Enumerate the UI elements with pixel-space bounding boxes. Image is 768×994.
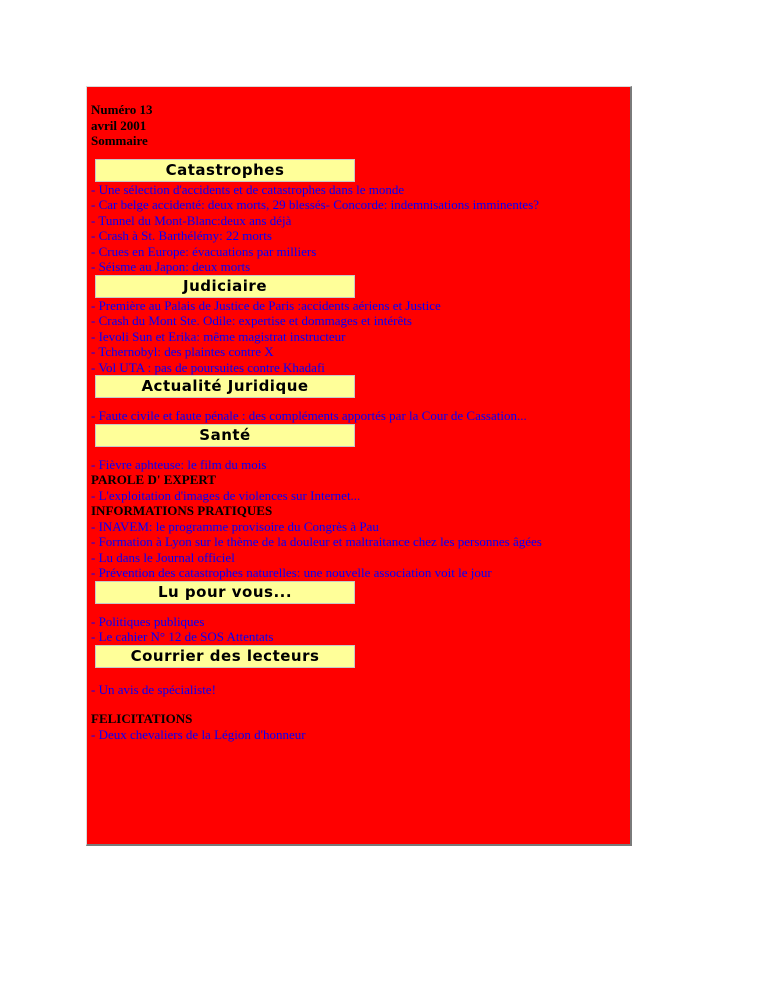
banner-sante: Santé <box>95 424 355 447</box>
link-car-belge[interactable]: - Car belge accidenté: deux morts, 29 blessés- Concorde: indemnisations imminentes? <box>91 197 540 212</box>
link-crues-europe[interactable]: - Crues en Europe: évacuations par milliers <box>91 243 317 259</box>
banner-actualite-juridique: Actualité Juridique <box>95 375 355 398</box>
link-avis-specialiste[interactable]: - Un avis de spécialiste! <box>91 681 216 697</box>
link-formation-lyon[interactable]: - Formation à Lyon sur le thème de la douleur et maltraitance chez les personnes âgées <box>91 534 542 549</box>
link-fievre-aphteuse[interactable]: - Fièvre aphteuse: le film du mois <box>91 456 267 472</box>
link-palais-justice[interactable]: - Première au Palais de Justice de Paris :accidents aériens et Justice <box>91 297 441 313</box>
issue-number: Numéro 13 <box>91 102 153 117</box>
banner-catastrophes: Catastrophes <box>95 159 355 182</box>
link-crash-st-barthelemy[interactable]: - Crash à St. Barthélémy: 22 morts <box>91 228 272 243</box>
heading-parole-expert: PAROLE D' EXPERT <box>91 472 216 487</box>
link-journal-officiel[interactable]: - Lu dans le Journal officiel <box>91 549 235 565</box>
link-images-violences[interactable]: - L'exploitation d'images de violences sur Internet... <box>91 487 361 503</box>
link-vol-uta[interactable]: - Vol UTA : pas de poursuites contre Khadafi <box>91 359 325 375</box>
banner-lu-pour-vous: Lu pour vous... <box>95 581 355 604</box>
banner-courrier-lecteurs: Courrier des lecteurs <box>95 645 355 668</box>
link-tchernobyl[interactable]: - Tchernobyl: des plaintes contre X <box>91 344 274 359</box>
link-ievoli-erika[interactable]: - Ievoli Sun et Erika: même magistrat instructeur <box>91 328 346 344</box>
newsletter-content <box>91 102 627 742</box>
link-catastrophes-selection[interactable]: - Une sélection d'accidents et de catastrophes dans le monde <box>91 181 405 197</box>
link-inavem-congres[interactable]: - INAVEM: le programme provisoire du Congrès à Pau <box>91 518 379 534</box>
heading-informations-pratiques: INFORMATIONS PRATIQUES <box>91 503 273 518</box>
newsletter-panel <box>86 86 632 846</box>
link-faute-civile-penale[interactable]: - Faute civile et faute pénale : des compléments apportés par la Cour de Cassation... <box>91 408 527 423</box>
heading-felicitations: FELICITATIONS <box>91 711 193 726</box>
link-seisme-japon[interactable]: - Séisme au Japon: deux morts <box>91 259 251 274</box>
issue-date: avril 2001 <box>91 117 147 133</box>
link-chevaliers-legion[interactable]: - Deux chevaliers de la Légion d'honneur <box>91 726 306 742</box>
link-prevention-catastrophes[interactable]: - Prévention des catastrophes naturelles: une nouvelle association voit le jour <box>91 565 492 580</box>
link-tunnel-mont-blanc[interactable]: - Tunnel du Mont-Blanc:deux ans déjà <box>91 212 292 228</box>
link-crash-mont-ste-odile[interactable]: - Crash du Mont Ste. Odile: expertise et dommages et intérêts <box>91 313 412 328</box>
banner-judiciaire: Judiciaire <box>95 275 355 298</box>
link-cahier-sos-attentats[interactable]: - Le cahier N° 12 de SOS Attentats <box>91 629 274 644</box>
summary-label: Sommaire <box>91 133 148 148</box>
link-politiques-publiques[interactable]: - Politiques publiques <box>91 613 205 629</box>
